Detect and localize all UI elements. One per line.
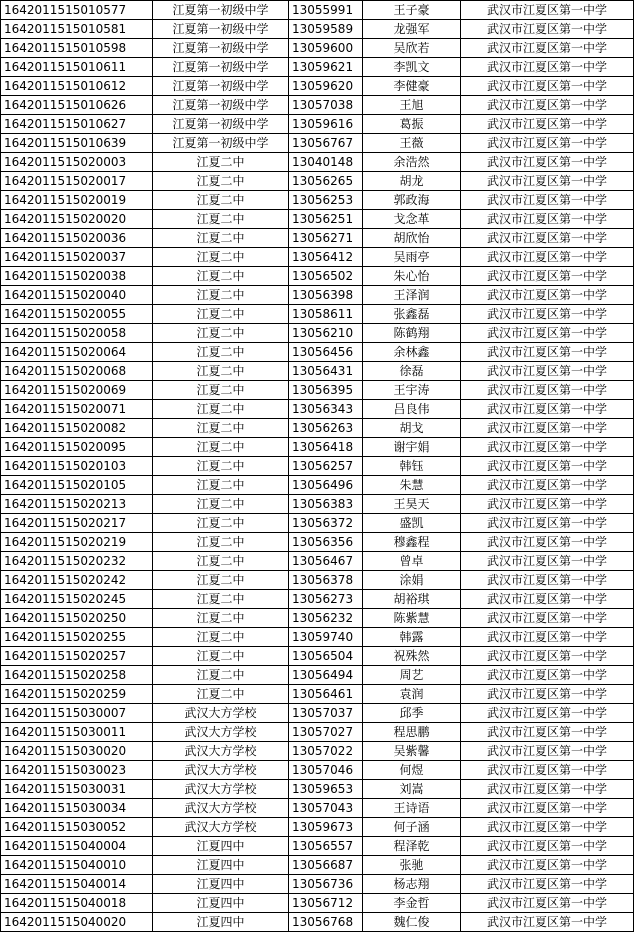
- table-row: [1, 362, 634, 381]
- student-id-cell: 1642011515020255: [1, 628, 153, 647]
- student-name-cell: 谢宇娟: [363, 438, 461, 457]
- student-name-cell: 何子涵: [363, 818, 461, 837]
- exam-number-cell: 13056251: [289, 210, 363, 229]
- exam-number-cell: 13056456: [289, 343, 363, 362]
- table-row: [1, 476, 634, 495]
- admitted-school-cell: 武汉市江夏区第一中学: [461, 20, 634, 39]
- exam-number-cell: 13056273: [289, 590, 363, 609]
- admitted-school-cell: 武汉市江夏区第一中学: [461, 172, 634, 191]
- exam-number-cell: 13056383: [289, 495, 363, 514]
- admitted-school-cell: 武汉市江夏区第一中学: [461, 875, 634, 894]
- student-id-cell: 1642011515040010: [1, 856, 153, 875]
- student-name-cell: 吕良伟: [363, 400, 461, 419]
- table-row: [1, 77, 634, 96]
- school-cell: 江夏第一初级中学: [153, 96, 289, 115]
- table-row: [1, 39, 634, 58]
- student-id-cell: 1642011515020068: [1, 362, 153, 381]
- student-name-cell: 陈鹤翔: [363, 324, 461, 343]
- exam-number-cell: 13056467: [289, 552, 363, 571]
- table-row: [1, 267, 634, 286]
- admitted-school-cell: 武汉市江夏区第一中学: [461, 362, 634, 381]
- exam-number-cell: 13056502: [289, 267, 363, 286]
- school-cell: 江夏二中: [153, 666, 289, 685]
- student-name-cell: 李健豪: [363, 77, 461, 96]
- table-row: [1, 628, 634, 647]
- student-name-cell: 胡戈: [363, 419, 461, 438]
- exam-number-cell: 13056257: [289, 457, 363, 476]
- exam-number-cell: 13056378: [289, 571, 363, 590]
- admitted-school-cell: 武汉市江夏区第一中学: [461, 476, 634, 495]
- student-id-cell: 1642011515020058: [1, 324, 153, 343]
- table-row: [1, 58, 634, 77]
- table-row: [1, 1, 634, 20]
- table-row: [1, 96, 634, 115]
- admitted-school-cell: 武汉市江夏区第一中学: [461, 913, 634, 932]
- exam-number-cell: 13056461: [289, 685, 363, 704]
- student-name-cell: 戈念革: [363, 210, 461, 229]
- table-row: [1, 590, 634, 609]
- exam-number-cell: 13056398: [289, 286, 363, 305]
- exam-number-cell: 13056712: [289, 894, 363, 913]
- school-cell: 江夏四中: [153, 856, 289, 875]
- school-cell: 江夏二中: [153, 571, 289, 590]
- school-cell: 武汉大方学校: [153, 704, 289, 723]
- school-cell: 江夏二中: [153, 647, 289, 666]
- student-name-cell: 李凯文: [363, 58, 461, 77]
- student-id-cell: 1642011515020020: [1, 210, 153, 229]
- admitted-school-cell: 武汉市江夏区第一中学: [461, 685, 634, 704]
- student-id-cell: 1642011515030031: [1, 780, 153, 799]
- table-row: [1, 134, 634, 153]
- table-row: [1, 153, 634, 172]
- exam-number-cell: 13059740: [289, 628, 363, 647]
- table-row: [1, 457, 634, 476]
- admitted-school-cell: 武汉市江夏区第一中学: [461, 419, 634, 438]
- student-name-cell: 程思鹏: [363, 723, 461, 742]
- student-id-cell: 1642011515030034: [1, 799, 153, 818]
- admitted-school-cell: 武汉市江夏区第一中学: [461, 761, 634, 780]
- table-row: [1, 438, 634, 457]
- student-name-cell: 韩露: [363, 628, 461, 647]
- admitted-school-cell: 武汉市江夏区第一中学: [461, 495, 634, 514]
- exam-number-cell: 13057043: [289, 799, 363, 818]
- student-name-cell: 祝殊然: [363, 647, 461, 666]
- school-cell: 江夏二中: [153, 590, 289, 609]
- table-row: [1, 514, 634, 533]
- student-name-cell: 杨志翔: [363, 875, 461, 894]
- student-name-cell: 程泽乾: [363, 837, 461, 856]
- student-name-cell: 王宇涛: [363, 381, 461, 400]
- school-cell: 江夏二中: [153, 628, 289, 647]
- school-cell: 江夏二中: [153, 685, 289, 704]
- school-cell: 江夏二中: [153, 514, 289, 533]
- admitted-school-cell: 武汉市江夏区第一中学: [461, 704, 634, 723]
- admitted-school-cell: 武汉市江夏区第一中学: [461, 248, 634, 267]
- table-row: [1, 704, 634, 723]
- student-name-cell: 涂娟: [363, 571, 461, 590]
- exam-number-cell: 13040148: [289, 153, 363, 172]
- student-id-cell: 1642011515030052: [1, 818, 153, 837]
- student-id-cell: 1642011515030007: [1, 704, 153, 723]
- admitted-school-cell: 武汉市江夏区第一中学: [461, 381, 634, 400]
- admitted-school-cell: 武汉市江夏区第一中学: [461, 799, 634, 818]
- student-name-cell: 周艺: [363, 666, 461, 685]
- admitted-school-cell: 武汉市江夏区第一中学: [461, 191, 634, 210]
- exam-number-cell: 13056210: [289, 324, 363, 343]
- student-id-cell: 1642011515020095: [1, 438, 153, 457]
- table-row: [1, 685, 634, 704]
- table-row: [1, 324, 634, 343]
- admitted-school-cell: 武汉市江夏区第一中学: [461, 837, 634, 856]
- school-cell: 江夏二中: [153, 419, 289, 438]
- table-row: [1, 191, 634, 210]
- student-name-cell: 胡龙: [363, 172, 461, 191]
- student-id-cell: 1642011515020038: [1, 267, 153, 286]
- student-id-cell: 1642011515020040: [1, 286, 153, 305]
- student-id-cell: 1642011515040004: [1, 837, 153, 856]
- student-name-cell: 何煜: [363, 761, 461, 780]
- student-id-cell: 1642011515020103: [1, 457, 153, 476]
- exam-number-cell: 13056263: [289, 419, 363, 438]
- table-row: [1, 229, 634, 248]
- exam-number-cell: 13059653: [289, 780, 363, 799]
- exam-number-cell: 13056356: [289, 533, 363, 552]
- exam-number-cell: 13057046: [289, 761, 363, 780]
- student-id-cell: 1642011515040020: [1, 913, 153, 932]
- admitted-school-cell: 武汉市江夏区第一中学: [461, 571, 634, 590]
- table-row: [1, 837, 634, 856]
- admitted-school-cell: 武汉市江夏区第一中学: [461, 894, 634, 913]
- admitted-school-cell: 武汉市江夏区第一中学: [461, 438, 634, 457]
- student-name-cell: 邱季: [363, 704, 461, 723]
- student-name-cell: 王泽润: [363, 286, 461, 305]
- school-cell: 武汉大方学校: [153, 780, 289, 799]
- school-cell: 江夏四中: [153, 913, 289, 932]
- student-name-cell: 穆鑫程: [363, 533, 461, 552]
- exam-number-cell: 13056736: [289, 875, 363, 894]
- student-name-cell: 朱慧: [363, 476, 461, 495]
- student-id-cell: 1642011515020219: [1, 533, 153, 552]
- table-row: [1, 286, 634, 305]
- admitted-school-cell: 武汉市江夏区第一中学: [461, 400, 634, 419]
- school-cell: 江夏二中: [153, 248, 289, 267]
- student-id-cell: 1642011515020217: [1, 514, 153, 533]
- school-cell: 江夏二中: [153, 533, 289, 552]
- admitted-school-cell: 武汉市江夏区第一中学: [461, 96, 634, 115]
- table-row: [1, 172, 634, 191]
- table-row: [1, 248, 634, 267]
- table-row: [1, 552, 634, 571]
- exam-number-cell: 13059620: [289, 77, 363, 96]
- admitted-school-cell: 武汉市江夏区第一中学: [461, 609, 634, 628]
- school-cell: 江夏第一初级中学: [153, 77, 289, 96]
- admitted-school-cell: 武汉市江夏区第一中学: [461, 723, 634, 742]
- exam-number-cell: 13059673: [289, 818, 363, 837]
- exam-number-cell: 13058611: [289, 305, 363, 324]
- school-cell: 江夏第一初级中学: [153, 115, 289, 134]
- exam-number-cell: 13059589: [289, 20, 363, 39]
- student-name-cell: 张鑫磊: [363, 305, 461, 324]
- school-cell: 江夏二中: [153, 305, 289, 324]
- exam-number-cell: 13056343: [289, 400, 363, 419]
- school-cell: 江夏二中: [153, 343, 289, 362]
- school-cell: 江夏第一初级中学: [153, 39, 289, 58]
- admitted-school-cell: 武汉市江夏区第一中学: [461, 552, 634, 571]
- admitted-school-cell: 武汉市江夏区第一中学: [461, 286, 634, 305]
- student-id-cell: 1642011515020064: [1, 343, 153, 362]
- school-cell: 江夏二中: [153, 381, 289, 400]
- table-row: [1, 742, 634, 761]
- admitted-school-cell: 武汉市江夏区第一中学: [461, 628, 634, 647]
- school-cell: 江夏第一初级中学: [153, 1, 289, 20]
- exam-number-cell: 13056265: [289, 172, 363, 191]
- table-row: [1, 875, 634, 894]
- student-name-cell: 胡欣怡: [363, 229, 461, 248]
- student-id-cell: 1642011515010639: [1, 134, 153, 153]
- table-row: [1, 856, 634, 875]
- exam-number-cell: 13056767: [289, 134, 363, 153]
- table-body: [1, 1, 634, 932]
- student-id-cell: 1642011515030020: [1, 742, 153, 761]
- student-name-cell: 李金哲: [363, 894, 461, 913]
- student-name-cell: 郭政海: [363, 191, 461, 210]
- table-row: [1, 799, 634, 818]
- table-row: [1, 609, 634, 628]
- student-id-cell: 1642011515010581: [1, 20, 153, 39]
- admitted-school-cell: 武汉市江夏区第一中学: [461, 590, 634, 609]
- exam-number-cell: 13056412: [289, 248, 363, 267]
- school-cell: 江夏二中: [153, 552, 289, 571]
- exam-number-cell: 13059621: [289, 58, 363, 77]
- school-cell: 江夏二中: [153, 438, 289, 457]
- exam-number-cell: 13059600: [289, 39, 363, 58]
- table-row: [1, 400, 634, 419]
- exam-number-cell: 13056431: [289, 362, 363, 381]
- student-name-cell: 盛凯: [363, 514, 461, 533]
- student-name-cell: 朱心怡: [363, 267, 461, 286]
- student-id-cell: 1642011515020017: [1, 172, 153, 191]
- admitted-school-cell: 武汉市江夏区第一中学: [461, 153, 634, 172]
- student-name-cell: 徐磊: [363, 362, 461, 381]
- admitted-school-cell: 武汉市江夏区第一中学: [461, 647, 634, 666]
- school-cell: 武汉大方学校: [153, 799, 289, 818]
- student-id-cell: 1642011515020242: [1, 571, 153, 590]
- admitted-school-cell: 武汉市江夏区第一中学: [461, 818, 634, 837]
- school-cell: 江夏二中: [153, 362, 289, 381]
- school-cell: 江夏二中: [153, 324, 289, 343]
- student-name-cell: 余林鑫: [363, 343, 461, 362]
- table-row: [1, 210, 634, 229]
- student-id-cell: 1642011515010577: [1, 1, 153, 20]
- student-id-cell: 1642011515020071: [1, 400, 153, 419]
- student-id-cell: 1642011515040018: [1, 894, 153, 913]
- student-id-cell: 1642011515010626: [1, 96, 153, 115]
- table-row: [1, 894, 634, 913]
- admitted-school-cell: 武汉市江夏区第一中学: [461, 77, 634, 96]
- student-id-cell: 1642011515020259: [1, 685, 153, 704]
- student-name-cell: 王诗语: [363, 799, 461, 818]
- school-cell: 江夏四中: [153, 837, 289, 856]
- student-name-cell: 魏仁俊: [363, 913, 461, 932]
- exam-number-cell: 13057022: [289, 742, 363, 761]
- table-row: [1, 305, 634, 324]
- admitted-school-cell: 武汉市江夏区第一中学: [461, 58, 634, 77]
- admitted-school-cell: 武汉市江夏区第一中学: [461, 115, 634, 134]
- school-cell: 江夏二中: [153, 286, 289, 305]
- admitted-school-cell: 武汉市江夏区第一中学: [461, 305, 634, 324]
- student-name-cell: 吴雨亭: [363, 248, 461, 267]
- exam-number-cell: 13056395: [289, 381, 363, 400]
- student-id-cell: 1642011515030023: [1, 761, 153, 780]
- admitted-school-cell: 武汉市江夏区第一中学: [461, 742, 634, 761]
- exam-number-cell: 13056418: [289, 438, 363, 457]
- student-name-cell: 张驰: [363, 856, 461, 875]
- exam-number-cell: 13056768: [289, 913, 363, 932]
- student-id-cell: 1642011515010598: [1, 39, 153, 58]
- exam-number-cell: 13055991: [289, 1, 363, 20]
- admitted-school-cell: 武汉市江夏区第一中学: [461, 210, 634, 229]
- school-cell: 武汉大方学校: [153, 742, 289, 761]
- admitted-school-cell: 武汉市江夏区第一中学: [461, 324, 634, 343]
- exam-number-cell: 13056232: [289, 609, 363, 628]
- school-cell: 江夏二中: [153, 191, 289, 210]
- student-id-cell: 1642011515020258: [1, 666, 153, 685]
- admitted-school-cell: 武汉市江夏区第一中学: [461, 533, 634, 552]
- exam-number-cell: 13059616: [289, 115, 363, 134]
- student-name-cell: 王旭: [363, 96, 461, 115]
- school-cell: 武汉大方学校: [153, 761, 289, 780]
- student-name-cell: 王子豪: [363, 1, 461, 20]
- student-id-cell: 1642011515010612: [1, 77, 153, 96]
- table-row: [1, 780, 634, 799]
- table-row: [1, 381, 634, 400]
- exam-number-cell: 13056372: [289, 514, 363, 533]
- student-id-cell: 1642011515020250: [1, 609, 153, 628]
- exam-number-cell: 13056494: [289, 666, 363, 685]
- school-cell: 江夏第一初级中学: [153, 20, 289, 39]
- admitted-school-cell: 武汉市江夏区第一中学: [461, 856, 634, 875]
- exam-number-cell: 13057037: [289, 704, 363, 723]
- school-cell: 江夏二中: [153, 172, 289, 191]
- table-row: [1, 115, 634, 134]
- school-cell: 江夏二中: [153, 210, 289, 229]
- table-row: [1, 913, 634, 932]
- student-name-cell: 袁润: [363, 685, 461, 704]
- admitted-school-cell: 武汉市江夏区第一中学: [461, 134, 634, 153]
- school-cell: 江夏二中: [153, 229, 289, 248]
- student-name-cell: 余浩然: [363, 153, 461, 172]
- student-id-cell: 1642011515020232: [1, 552, 153, 571]
- admitted-school-cell: 武汉市江夏区第一中学: [461, 229, 634, 248]
- exam-number-cell: 13056687: [289, 856, 363, 875]
- exam-number-cell: 13056504: [289, 647, 363, 666]
- student-name-cell: 王昊天: [363, 495, 461, 514]
- school-cell: 江夏二中: [153, 400, 289, 419]
- student-id-cell: 1642011515020055: [1, 305, 153, 324]
- student-id-cell: 1642011515030011: [1, 723, 153, 742]
- table-row: [1, 818, 634, 837]
- school-cell: 武汉大方学校: [153, 818, 289, 837]
- exam-number-cell: 13056496: [289, 476, 363, 495]
- student-id-cell: 1642011515040014: [1, 875, 153, 894]
- school-cell: 江夏第一初级中学: [153, 58, 289, 77]
- exam-number-cell: 13056557: [289, 837, 363, 856]
- table-row: [1, 20, 634, 39]
- admitted-school-cell: 武汉市江夏区第一中学: [461, 666, 634, 685]
- table-row: [1, 723, 634, 742]
- student-id-cell: 1642011515020257: [1, 647, 153, 666]
- school-cell: 江夏第一初级中学: [153, 134, 289, 153]
- student-id-cell: 1642011515020213: [1, 495, 153, 514]
- table-row: [1, 647, 634, 666]
- admitted-school-cell: 武汉市江夏区第一中学: [461, 457, 634, 476]
- table-row: [1, 761, 634, 780]
- student-name-cell: 曾卓: [363, 552, 461, 571]
- student-name-cell: 胡裕琪: [363, 590, 461, 609]
- school-cell: 江夏二中: [153, 609, 289, 628]
- exam-number-cell: 13057027: [289, 723, 363, 742]
- exam-number-cell: 13056253: [289, 191, 363, 210]
- student-id-cell: 1642011515020082: [1, 419, 153, 438]
- student-name-cell: 陈紫慧: [363, 609, 461, 628]
- student-name-cell: 吴欣若: [363, 39, 461, 58]
- school-cell: 江夏二中: [153, 267, 289, 286]
- school-cell: 江夏二中: [153, 476, 289, 495]
- admitted-school-cell: 武汉市江夏区第一中学: [461, 780, 634, 799]
- school-cell: 武汉大方学校: [153, 723, 289, 742]
- student-id-cell: 1642011515020069: [1, 381, 153, 400]
- table-row: [1, 495, 634, 514]
- table-row: [1, 343, 634, 362]
- school-cell: 江夏四中: [153, 894, 289, 913]
- school-cell: 江夏四中: [153, 875, 289, 894]
- admitted-school-cell: 武汉市江夏区第一中学: [461, 1, 634, 20]
- student-name-cell: 王薇: [363, 134, 461, 153]
- student-id-cell: 1642011515020037: [1, 248, 153, 267]
- student-id-cell: 1642011515010627: [1, 115, 153, 134]
- student-id-cell: 1642011515020245: [1, 590, 153, 609]
- student-id-cell: 1642011515020036: [1, 229, 153, 248]
- student-name-cell: 龙强军: [363, 20, 461, 39]
- table-row: [1, 533, 634, 552]
- admitted-school-cell: 武汉市江夏区第一中学: [461, 267, 634, 286]
- exam-number-cell: 13057038: [289, 96, 363, 115]
- admitted-school-cell: 武汉市江夏区第一中学: [461, 39, 634, 58]
- student-id-cell: 1642011515020019: [1, 191, 153, 210]
- student-id-cell: 1642011515020003: [1, 153, 153, 172]
- table-row: [1, 666, 634, 685]
- student-name-cell: 韩钰: [363, 457, 461, 476]
- school-cell: 江夏二中: [153, 495, 289, 514]
- school-cell: 江夏二中: [153, 153, 289, 172]
- exam-number-cell: 13056271: [289, 229, 363, 248]
- admitted-school-cell: 武汉市江夏区第一中学: [461, 343, 634, 362]
- student-id-cell: 1642011515010611: [1, 58, 153, 77]
- table-row: [1, 571, 634, 590]
- student-name-cell: 葛振: [363, 115, 461, 134]
- admitted-school-cell: 武汉市江夏区第一中学: [461, 514, 634, 533]
- student-name-cell: 吴紫馨: [363, 742, 461, 761]
- student-name-cell: 刘嵩: [363, 780, 461, 799]
- student-id-cell: 1642011515020105: [1, 476, 153, 495]
- school-cell: 江夏二中: [153, 457, 289, 476]
- table-row: [1, 419, 634, 438]
